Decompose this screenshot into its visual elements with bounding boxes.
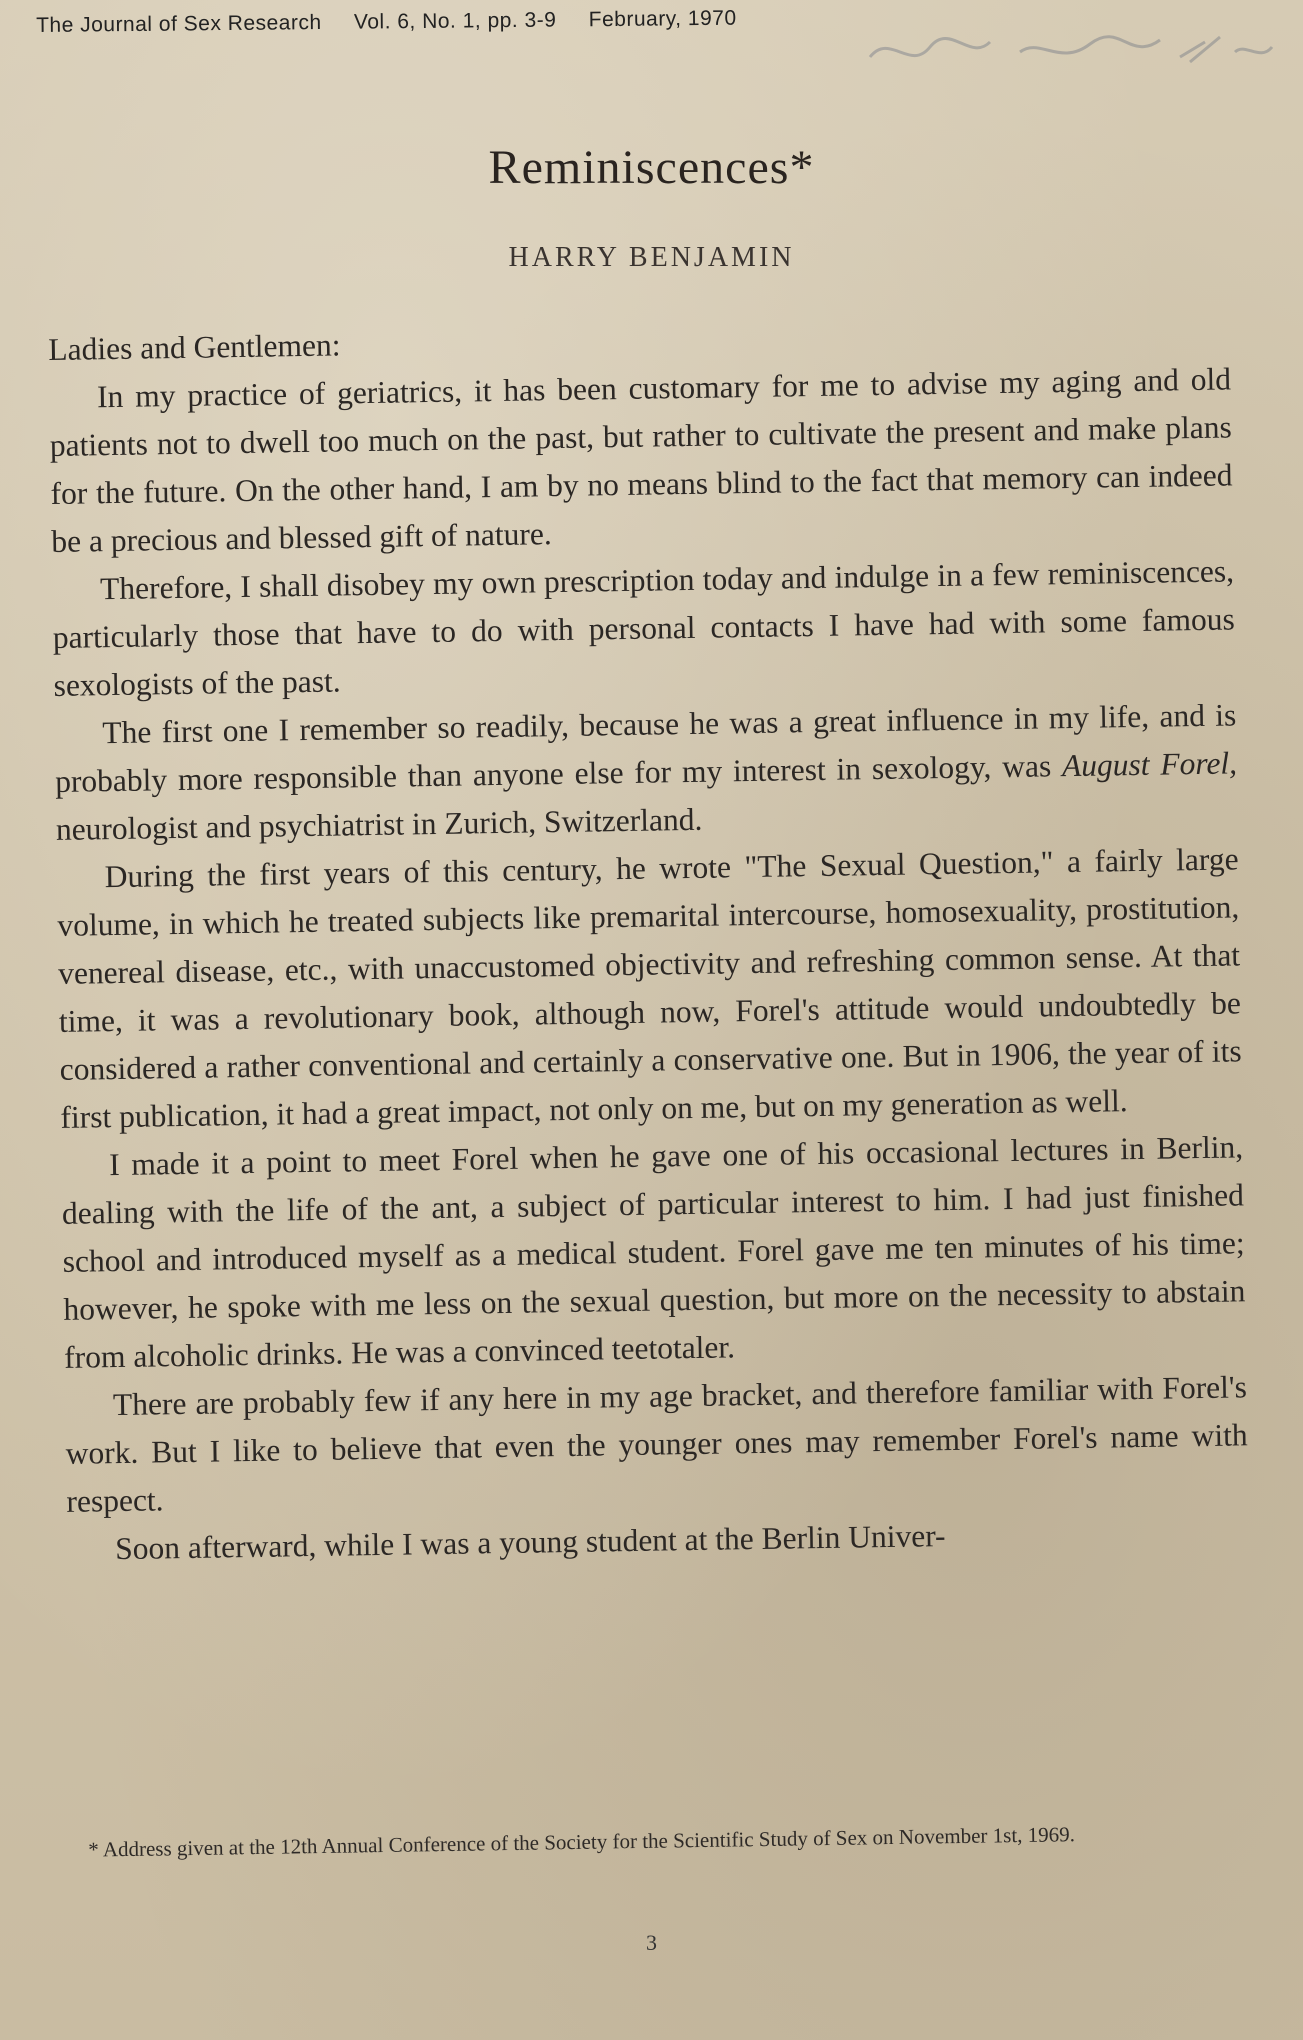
footnote bbox=[66, 1816, 1236, 1866]
salutation: Ladies and Gentlemen: bbox=[48, 327, 341, 367]
page-number: 3 bbox=[646, 1930, 657, 1955]
paragraph-7: Soon afterward, while I was a young student at the Berlin Univer- bbox=[114, 1518, 946, 1567]
paragraph-3 bbox=[54, 691, 1238, 854]
handwritten-annotation-marks bbox=[860, 22, 1280, 82]
paragraph-4: During the first years of this century, he wrote "The Sexual Question," a fairly large volume, in which he treated subjects like premarital intercourse, homosexuality, prostitution, venereal disease, etc., with unaccustomed objectivity and refreshing common sense. At that time, it was a revolutionary book, although now, Forel's attitude would undoubtedly be considered a rather conventional and certainly a conservative one. But in 1906, the year of its first publication, it had a great impact, not only on me, but on my generation as well. bbox=[57, 841, 1242, 1135]
paragraph-3-end: neurologist and psychiatrist in Zurich, Switzerland. bbox=[55, 801, 703, 847]
paragraph-5: I made it a point to meet Forel when he gave one of his occasional lectures in Berlin, dealing with the life of the ant, a subject of particular interest to him. I had just finished school and introduced myself as a medical student. Forel gave me ten minutes of his time; however, he spoke with me less on the sexual question, but more on the necessity to abstain from alcoholic drinks. He was a convinced teetotaler. bbox=[61, 1129, 1246, 1375]
person-name-forel: August Forel, bbox=[1061, 745, 1238, 784]
running-header bbox=[36, 2, 1136, 38]
article-title: Reminiscences* bbox=[488, 141, 815, 194]
footnote-text: * Address given at the 12th Annual Conference of the Society for the Scientific Study of Sex on November 1st, 1969. bbox=[88, 1822, 1076, 1862]
paragraph-2: Therefore, I shall disobey my own prescription today and indulge in a few reminiscences, particularly those that have to do with personal contacts I have had with some famous sexologists of the past. bbox=[52, 553, 1236, 703]
paragraph-3-start: The first one I remember so readily, because he was a great influence in my life, and is probably more responsible than anyone else for my interest in sexology, was bbox=[54, 697, 1237, 799]
paragraph-1: In my practice of geriatrics, it has been customary for me to advise my aging and old patients not to dwell too much on the past, but rather to cultivate the present and make plans for the future. On the other hand, I am by no means blind to the fact that memory can indeed be a precious and blessed gift of nature. bbox=[49, 361, 1233, 559]
issue-date: February, 1970 bbox=[588, 6, 737, 32]
article-body bbox=[48, 307, 1249, 1573]
volume-info: Vol. 6, No. 1, pp. 3-9 bbox=[353, 8, 557, 34]
journal-name: The Journal of Sex Research bbox=[36, 11, 322, 37]
article-author: HARRY BENJAMIN bbox=[508, 242, 795, 273]
paragraph-6: There are probably few if any here in my age bracket, and therefore familiar with Forel's work. But I like to believe that even the younger ones may remember Forel's name with respect. bbox=[65, 1369, 1248, 1519]
